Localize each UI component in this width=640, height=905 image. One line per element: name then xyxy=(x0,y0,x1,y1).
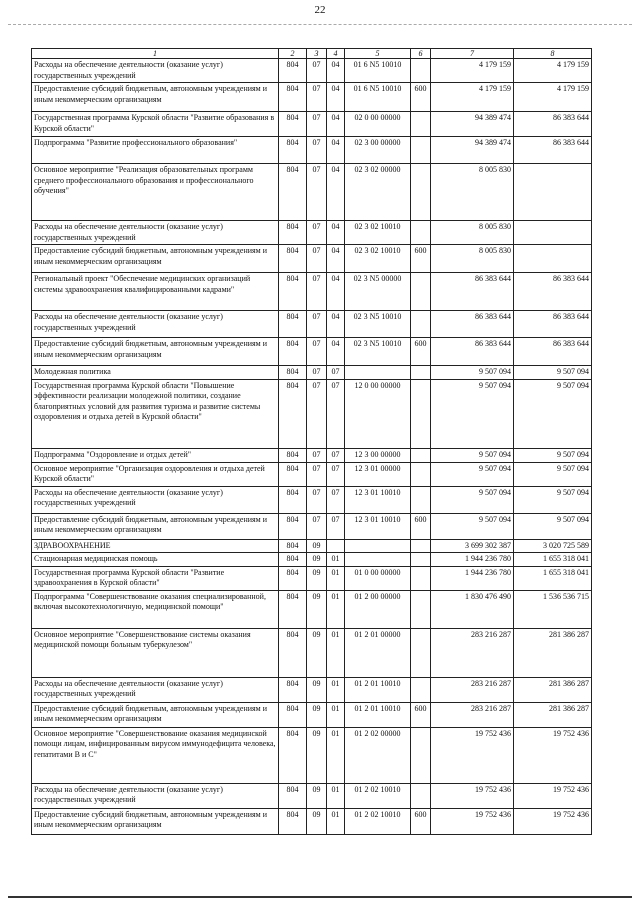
row-amount-2: 281 386 287 xyxy=(514,677,592,702)
row-code-subsection: 07 xyxy=(327,486,345,513)
row-amount-2 xyxy=(514,245,592,273)
row-code-target: 01 6 N5 10010 xyxy=(345,59,411,83)
row-code-subsection: 04 xyxy=(327,83,345,112)
row-name: Основное мероприятие "Совершенствование оказания медицинской помощи лицам, инфицированным вирусом иммунодефицита человека, гепатитами В и С" xyxy=(32,727,279,783)
column-header-2: 2 xyxy=(279,49,307,59)
table-row xyxy=(32,783,592,808)
row-code-ministry: 804 xyxy=(279,628,307,677)
row-name: Молодежная политика xyxy=(32,366,279,380)
row-code-expense-type xyxy=(411,366,431,380)
row-code-subsection: 01 xyxy=(327,808,345,834)
row-amount-2: 86 383 644 xyxy=(514,273,592,311)
row-code-expense-type xyxy=(411,783,431,808)
row-code-expense-type xyxy=(411,727,431,783)
row-code-subsection: 04 xyxy=(327,338,345,366)
row-code-expense-type xyxy=(411,273,431,311)
row-code-target: 01 2 01 10010 xyxy=(345,702,411,727)
row-code-target: 02 3 N5 10010 xyxy=(345,338,411,366)
row-amount-1: 9 507 094 xyxy=(431,366,514,380)
row-code-ministry: 804 xyxy=(279,539,307,553)
row-code-section: 07 xyxy=(307,513,327,539)
row-code-expense-type xyxy=(411,566,431,590)
row-code-section: 09 xyxy=(307,566,327,590)
row-code-subsection: 07 xyxy=(327,379,345,448)
row-amount-2: 9 507 094 xyxy=(514,379,592,448)
row-code-ministry: 804 xyxy=(279,783,307,808)
row-code-subsection: 01 xyxy=(327,566,345,590)
row-code-ministry: 804 xyxy=(279,311,307,338)
row-code-section: 07 xyxy=(307,273,327,311)
row-amount-1: 9 507 094 xyxy=(431,486,514,513)
row-code-section: 07 xyxy=(307,245,327,273)
row-code-ministry: 804 xyxy=(279,366,307,380)
row-code-target: 12 0 00 00000 xyxy=(345,379,411,448)
row-code-target: 02 3 02 00000 xyxy=(345,164,411,221)
row-code-target: 12 3 01 10010 xyxy=(345,486,411,513)
row-code-section: 09 xyxy=(307,727,327,783)
row-amount-1: 9 507 094 xyxy=(431,448,514,462)
row-amount-1: 9 507 094 xyxy=(431,513,514,539)
row-code-subsection: 07 xyxy=(327,366,345,380)
row-code-section: 09 xyxy=(307,702,327,727)
row-amount-2: 19 752 436 xyxy=(514,727,592,783)
row-code-expense-type xyxy=(411,553,431,567)
row-code-ministry: 804 xyxy=(279,221,307,245)
row-code-ministry: 804 xyxy=(279,83,307,112)
row-code-expense-type xyxy=(411,221,431,245)
row-code-target: 01 0 00 00000 xyxy=(345,566,411,590)
row-name: Предоставление субсидий бюджетным, автономным учреждениям и иным некоммерческим организациям xyxy=(32,513,279,539)
row-code-subsection: 01 xyxy=(327,727,345,783)
row-code-section: 07 xyxy=(307,486,327,513)
row-code-subsection: 01 xyxy=(327,628,345,677)
table-row xyxy=(32,273,592,311)
row-code-target: 02 3 02 10010 xyxy=(345,245,411,273)
table-row xyxy=(32,677,592,702)
row-amount-1: 3 699 302 387 xyxy=(431,539,514,553)
row-amount-1: 9 507 094 xyxy=(431,379,514,448)
row-code-expense-type xyxy=(411,486,431,513)
row-amount-1: 1 944 236 780 xyxy=(431,566,514,590)
row-amount-1: 86 383 644 xyxy=(431,338,514,366)
row-name: Основное мероприятие "Совершенствование системы оказания медицинской помощи больным туберкулезом" xyxy=(32,628,279,677)
row-code-section: 07 xyxy=(307,221,327,245)
row-name: ЗДРАВООХРАНЕНИЕ xyxy=(32,539,279,553)
row-name: Подпрограмма "Развитие профессионального образования" xyxy=(32,137,279,164)
row-code-ministry: 804 xyxy=(279,379,307,448)
row-code-ministry: 804 xyxy=(279,164,307,221)
row-code-ministry: 804 xyxy=(279,727,307,783)
row-code-subsection: 04 xyxy=(327,245,345,273)
row-code-target: 01 2 00 00000 xyxy=(345,590,411,628)
row-code-ministry: 804 xyxy=(279,590,307,628)
row-amount-2: 86 383 644 xyxy=(514,112,592,137)
table-row xyxy=(32,628,592,677)
table-header-row xyxy=(32,49,592,59)
row-code-subsection: 04 xyxy=(327,59,345,83)
row-code-ministry: 804 xyxy=(279,137,307,164)
table-row xyxy=(32,83,592,112)
bottom-rule xyxy=(8,896,632,898)
row-amount-2: 1 655 318 041 xyxy=(514,566,592,590)
row-code-target xyxy=(345,366,411,380)
table-row xyxy=(32,366,592,380)
row-amount-1: 19 752 436 xyxy=(431,783,514,808)
row-code-section: 09 xyxy=(307,628,327,677)
row-amount-1: 8 005 830 xyxy=(431,221,514,245)
row-amount-1: 4 179 159 xyxy=(431,83,514,112)
table-row xyxy=(32,164,592,221)
row-code-section: 07 xyxy=(307,462,327,486)
table-row xyxy=(32,539,592,553)
row-code-subsection: 04 xyxy=(327,311,345,338)
row-code-section: 09 xyxy=(307,553,327,567)
row-code-subsection: 04 xyxy=(327,137,345,164)
row-code-expense-type: 600 xyxy=(411,83,431,112)
row-code-target: 12 3 01 10010 xyxy=(345,513,411,539)
row-amount-1: 9 507 094 xyxy=(431,462,514,486)
row-code-section: 07 xyxy=(307,311,327,338)
row-code-ministry: 804 xyxy=(279,677,307,702)
row-amount-2 xyxy=(514,221,592,245)
row-amount-2: 4 179 159 xyxy=(514,59,592,83)
row-amount-2: 1 655 318 041 xyxy=(514,553,592,567)
row-code-section: 07 xyxy=(307,83,327,112)
row-code-target: 01 2 01 00000 xyxy=(345,628,411,677)
row-code-ministry: 804 xyxy=(279,486,307,513)
row-name: Государственная программа Курской области "Повышение эффективности реализации молодежной политики, создание благоприятных условий для развития туризма и развитие системы оздоровления и отдыха детей в Курской области" xyxy=(32,379,279,448)
row-name: Предоставление субсидий бюджетным, автономным учреждениям и иным некоммерческим организациям xyxy=(32,245,279,273)
row-code-subsection: 04 xyxy=(327,164,345,221)
row-code-subsection: 07 xyxy=(327,513,345,539)
row-amount-1: 283 216 287 xyxy=(431,628,514,677)
row-amount-2: 86 383 644 xyxy=(514,137,592,164)
row-code-section: 07 xyxy=(307,59,327,83)
column-header-6: 6 xyxy=(411,49,431,59)
top-rule xyxy=(8,24,632,25)
row-amount-2: 4 179 159 xyxy=(514,83,592,112)
row-amount-1: 94 389 474 xyxy=(431,137,514,164)
row-code-expense-type: 600 xyxy=(411,513,431,539)
row-code-expense-type xyxy=(411,462,431,486)
row-amount-1: 283 216 287 xyxy=(431,677,514,702)
table-row xyxy=(32,112,592,137)
row-code-expense-type xyxy=(411,112,431,137)
row-amount-1: 283 216 287 xyxy=(431,702,514,727)
row-code-section: 07 xyxy=(307,338,327,366)
row-name: Региональный проект "Обеспечение медицинских организаций системы здравоохранения квалифицированными кадрами" xyxy=(32,273,279,311)
table-row xyxy=(32,338,592,366)
table-row xyxy=(32,379,592,448)
row-amount-1: 1 830 476 490 xyxy=(431,590,514,628)
column-header-8: 8 xyxy=(514,49,592,59)
row-amount-2: 9 507 094 xyxy=(514,513,592,539)
row-code-expense-type xyxy=(411,448,431,462)
row-code-ministry: 804 xyxy=(279,513,307,539)
row-code-subsection: 01 xyxy=(327,783,345,808)
row-amount-1: 94 389 474 xyxy=(431,112,514,137)
column-header-7: 7 xyxy=(431,49,514,59)
row-code-expense-type xyxy=(411,59,431,83)
row-code-target: 12 3 01 00000 xyxy=(345,462,411,486)
table-row xyxy=(32,486,592,513)
row-code-ministry: 804 xyxy=(279,273,307,311)
row-code-subsection: 01 xyxy=(327,590,345,628)
table-row xyxy=(32,727,592,783)
row-name: Расходы на обеспечение деятельности (оказание услуг) государственных учреждений xyxy=(32,486,279,513)
row-code-target xyxy=(345,539,411,553)
row-name: Предоставление субсидий бюджетным, автономным учреждениям и иным некоммерческим организациям xyxy=(32,702,279,727)
table-row xyxy=(32,808,592,834)
column-header-5: 5 xyxy=(345,49,411,59)
table-row xyxy=(32,702,592,727)
row-amount-2: 9 507 094 xyxy=(514,462,592,486)
row-code-target: 01 2 02 00000 xyxy=(345,727,411,783)
row-name: Подпрограмма "Оздоровление и отдых детей" xyxy=(32,448,279,462)
row-code-expense-type xyxy=(411,539,431,553)
row-name: Расходы на обеспечение деятельности (оказание услуг) государственных учреждений xyxy=(32,677,279,702)
row-code-section: 09 xyxy=(307,783,327,808)
table-row xyxy=(32,462,592,486)
row-amount-2: 19 752 436 xyxy=(514,808,592,834)
row-name: Расходы на обеспечение деятельности (оказание услуг) государственных учреждений xyxy=(32,59,279,83)
row-amount-2: 9 507 094 xyxy=(514,366,592,380)
row-code-ministry: 804 xyxy=(279,702,307,727)
row-amount-1: 8 005 830 xyxy=(431,245,514,273)
table-row xyxy=(32,245,592,273)
table-row xyxy=(32,59,592,83)
budget-table xyxy=(31,48,592,835)
row-code-expense-type: 600 xyxy=(411,702,431,727)
row-code-target: 02 3 00 00000 xyxy=(345,137,411,164)
row-name: Государственная программа Курской области "Развитие здравоохранения в Курской области" xyxy=(32,566,279,590)
row-code-target: 02 3 02 10010 xyxy=(345,221,411,245)
row-code-expense-type xyxy=(411,677,431,702)
row-amount-2: 281 386 287 xyxy=(514,702,592,727)
row-name: Предоставление субсидий бюджетным, автономным учреждениям и иным некоммерческим организациям xyxy=(32,808,279,834)
row-code-subsection: 04 xyxy=(327,112,345,137)
row-code-target: 01 2 01 10010 xyxy=(345,677,411,702)
row-code-target: 01 6 N5 10010 xyxy=(345,83,411,112)
table-row xyxy=(32,311,592,338)
table-row xyxy=(32,448,592,462)
row-amount-2: 281 386 287 xyxy=(514,628,592,677)
row-code-target: 12 3 00 00000 xyxy=(345,448,411,462)
row-code-subsection: 04 xyxy=(327,221,345,245)
row-name: Основное мероприятие "Реализация образовательных программ среднего профессионального образования и профессионального обучения" xyxy=(32,164,279,221)
row-code-subsection: 01 xyxy=(327,677,345,702)
row-amount-2: 9 507 094 xyxy=(514,448,592,462)
row-code-subsection xyxy=(327,539,345,553)
row-code-expense-type xyxy=(411,590,431,628)
row-amount-1: 1 944 236 780 xyxy=(431,553,514,567)
row-name: Расходы на обеспечение деятельности (оказание услуг) государственных учреждений xyxy=(32,783,279,808)
row-code-target: 01 2 02 10010 xyxy=(345,783,411,808)
row-code-target: 02 3 N5 00000 xyxy=(345,273,411,311)
table-row xyxy=(32,221,592,245)
row-code-section: 07 xyxy=(307,112,327,137)
row-code-subsection: 01 xyxy=(327,553,345,567)
table-row xyxy=(32,553,592,567)
column-header-1: 1 xyxy=(32,49,279,59)
row-code-section: 07 xyxy=(307,379,327,448)
row-code-section: 07 xyxy=(307,448,327,462)
row-amount-1: 8 005 830 xyxy=(431,164,514,221)
row-amount-2: 86 383 644 xyxy=(514,311,592,338)
row-code-section: 09 xyxy=(307,677,327,702)
row-code-section: 09 xyxy=(307,590,327,628)
row-amount-2: 1 536 536 715 xyxy=(514,590,592,628)
row-code-subsection: 07 xyxy=(327,448,345,462)
row-code-expense-type xyxy=(411,379,431,448)
row-name: Расходы на обеспечение деятельности (оказание услуг) государственных учреждений xyxy=(32,311,279,338)
row-name: Основное мероприятие "Организация оздоровления и отдыха детей Курской области" xyxy=(32,462,279,486)
row-code-expense-type: 600 xyxy=(411,338,431,366)
row-name: Стационарная медицинская помощь xyxy=(32,553,279,567)
row-code-ministry: 804 xyxy=(279,59,307,83)
row-code-section: 09 xyxy=(307,539,327,553)
row-name: Государственная программа Курской области "Развитие образования в Курской области" xyxy=(32,112,279,137)
row-code-subsection: 07 xyxy=(327,462,345,486)
row-code-subsection: 01 xyxy=(327,702,345,727)
row-amount-2: 19 752 436 xyxy=(514,783,592,808)
row-code-ministry: 804 xyxy=(279,112,307,137)
row-code-expense-type xyxy=(411,137,431,164)
table-row xyxy=(32,137,592,164)
row-code-target xyxy=(345,553,411,567)
row-code-ministry: 804 xyxy=(279,448,307,462)
row-code-section: 07 xyxy=(307,164,327,221)
row-code-expense-type xyxy=(411,311,431,338)
row-name: Расходы на обеспечение деятельности (оказание услуг) государственных учреждений xyxy=(32,221,279,245)
row-code-ministry: 804 xyxy=(279,245,307,273)
table-row xyxy=(32,513,592,539)
row-code-section: 07 xyxy=(307,366,327,380)
row-amount-2: 3 020 725 589 xyxy=(514,539,592,553)
row-amount-1: 86 383 644 xyxy=(431,311,514,338)
row-code-ministry: 804 xyxy=(279,808,307,834)
row-amount-2 xyxy=(514,164,592,221)
table-row xyxy=(32,590,592,628)
row-code-section: 09 xyxy=(307,808,327,834)
row-name: Предоставление субсидий бюджетным, автономным учреждениям и иным некоммерческим организациям xyxy=(32,338,279,366)
row-code-section: 07 xyxy=(307,137,327,164)
column-header-4: 4 xyxy=(327,49,345,59)
row-code-expense-type xyxy=(411,628,431,677)
row-code-ministry: 804 xyxy=(279,462,307,486)
row-amount-2: 9 507 094 xyxy=(514,486,592,513)
row-name: Подпрограмма "Совершенствование оказания специализированной, включая высокотехнологичную, медицинской помощи" xyxy=(32,590,279,628)
table-row xyxy=(32,566,592,590)
row-code-target: 02 3 N5 10010 xyxy=(345,311,411,338)
row-amount-1: 86 383 644 xyxy=(431,273,514,311)
row-amount-1: 19 752 436 xyxy=(431,727,514,783)
row-code-ministry: 804 xyxy=(279,553,307,567)
row-code-expense-type: 600 xyxy=(411,808,431,834)
row-code-expense-type: 600 xyxy=(411,245,431,273)
row-amount-1: 4 179 159 xyxy=(431,59,514,83)
row-code-expense-type xyxy=(411,164,431,221)
column-header-3: 3 xyxy=(307,49,327,59)
page-number: 22 xyxy=(314,4,326,16)
row-amount-2: 86 383 644 xyxy=(514,338,592,366)
row-code-subsection: 04 xyxy=(327,273,345,311)
row-code-ministry: 804 xyxy=(279,338,307,366)
row-name: Предоставление субсидий бюджетным, автономным учреждениям и иным некоммерческим организациям xyxy=(32,83,279,112)
row-code-target: 01 2 02 10010 xyxy=(345,808,411,834)
row-code-target: 02 0 00 00000 xyxy=(345,112,411,137)
row-code-ministry: 804 xyxy=(279,566,307,590)
row-amount-1: 19 752 436 xyxy=(431,808,514,834)
